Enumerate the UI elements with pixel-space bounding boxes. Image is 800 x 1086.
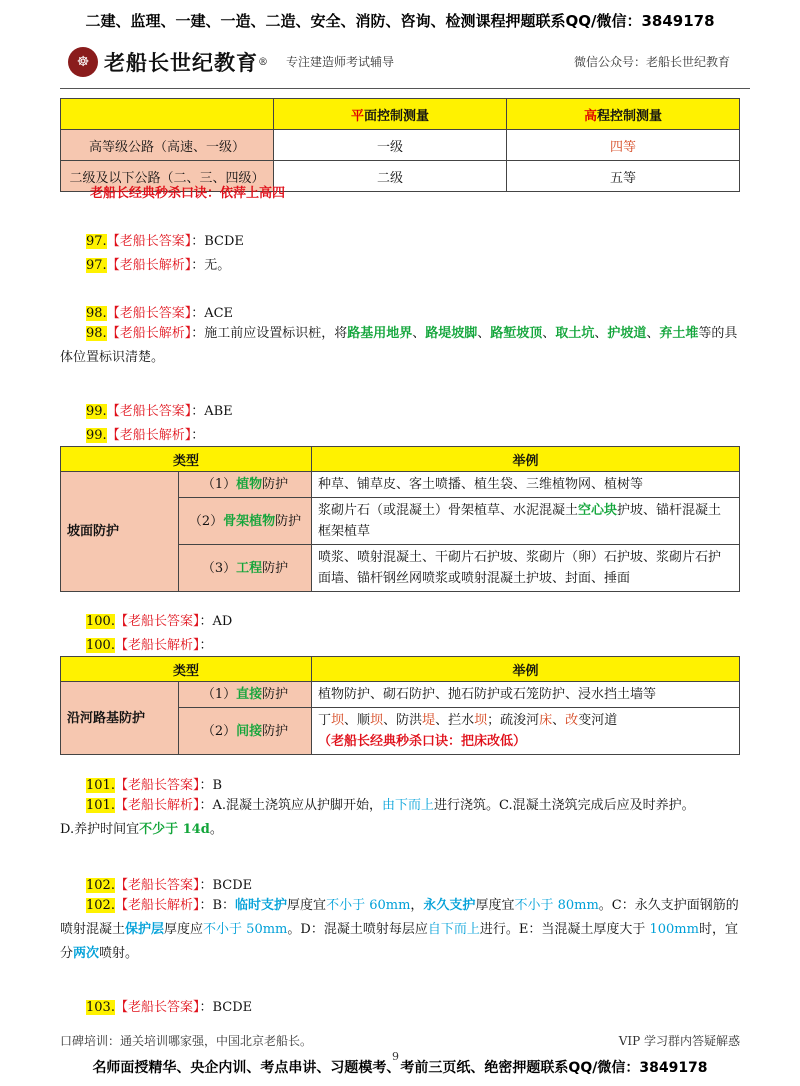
subtype-suffix: 防护 <box>275 513 302 529</box>
table-row <box>61 472 740 498</box>
analysis-label: 【老船长解析】 <box>106 258 192 273</box>
table-cell: 四等 <box>507 130 740 161</box>
key-char: 改 <box>565 713 579 728</box>
example-text: 变河道 <box>578 713 618 728</box>
example-cell: 种草、铺草皮、客土喷播、植生袋、三维植物网、植树等 <box>312 472 740 498</box>
subtype-prefix: （3） <box>201 560 237 576</box>
key-term: 直接 <box>236 687 263 702</box>
analysis-text: 进行浇筑。C.混凝土浇筑完成后应及时养护。 <box>434 798 695 813</box>
table-cell: 一级 <box>274 130 507 161</box>
question-number: 101. <box>86 798 115 813</box>
q97-analysis <box>86 254 230 273</box>
key-term: 护坡道 <box>607 326 647 341</box>
example-text: 、防洪 <box>383 713 423 728</box>
question-number: 100. <box>86 614 115 629</box>
answer-label: 【老船长答案】 <box>106 234 192 249</box>
subtype-suffix: 防护 <box>262 477 289 492</box>
example-text: ；疏浚河 <box>487 713 540 728</box>
subtype-suffix: 防护 <box>262 723 289 739</box>
header-example: 举例 <box>312 447 740 472</box>
key-term: 保护层 <box>125 922 165 937</box>
header-cell-empty <box>61 99 274 130</box>
analysis-label: 【老船长解析】 <box>106 428 192 443</box>
example-cell: 喷浆、喷射混凝土、干砌片石护坡、浆砌片（卵）石护坡、浆砌片石护面墙、锚杆钢丝网喷浆或喷射混凝土护坡、封面、捶面 <box>312 545 740 592</box>
logo-text: 老船长世纪教育 <box>104 51 258 75</box>
bottom-banner: 名师面授精华、央企内训、考点串讲、习题模考、考前三页纸、绝密押题联系QQ/微信：3849178 <box>92 1060 708 1076</box>
analysis-text: ： <box>199 638 213 653</box>
analysis-label: 【老船长解析】 <box>114 638 200 653</box>
top-banner: 二建、监理、一建、一造、二造、安全、消防、咨询、检测课程押题联系QQ/微信：3849178 <box>85 12 715 30</box>
q99-analysis <box>86 424 204 443</box>
key-term: 由下而上 <box>382 798 435 813</box>
registered-mark: ® <box>258 56 268 68</box>
q103-answer <box>86 996 252 1015</box>
footer-slogan: 口碑培训：通关培训哪家强，中国北京老船长。 <box>60 1034 313 1048</box>
sep: 、 <box>594 326 608 341</box>
key-term: 不小于 50mm <box>203 922 288 937</box>
analysis-text: 厚度宜 <box>475 898 515 913</box>
analysis-text: 。 <box>209 822 223 837</box>
q101-answer <box>86 774 222 793</box>
example-text: 、拦水 <box>435 713 475 728</box>
footer-vip: VIP 学习群内答疑解惑 <box>618 1034 740 1048</box>
analysis-text: ：B： <box>199 898 236 913</box>
analysis-text: ， <box>410 898 424 913</box>
analysis-label: 【老船长解析】 <box>114 798 200 813</box>
answer-text: ：ACE <box>191 306 234 321</box>
answer-label: 【老船长答案】 <box>106 306 192 321</box>
q99-answer <box>86 400 233 419</box>
sep: 、 <box>477 326 491 341</box>
key-term: 临时支护 <box>235 898 288 913</box>
logo <box>68 44 268 80</box>
analysis-text: ： <box>191 428 205 443</box>
example-cell <box>312 708 740 755</box>
header-example: 举例 <box>312 657 740 682</box>
example-line <box>318 710 733 731</box>
subtype-cell <box>179 498 312 545</box>
key-term: 路基用地界 <box>347 326 413 341</box>
question-number: 99. <box>86 428 107 443</box>
question-number: 98. <box>86 306 107 321</box>
key-term: 取土坑 <box>555 326 595 341</box>
subtype-prefix: （2） <box>201 723 237 739</box>
key-char: 坝 <box>474 713 488 728</box>
key-term: 间接 <box>236 723 263 739</box>
header-type: 类型 <box>61 657 312 682</box>
question-number: 97. <box>86 234 107 249</box>
tagline: 专注建造师考试辅导 <box>286 55 395 69</box>
answer-label: 【老船长答案】 <box>114 614 200 629</box>
table-header-row <box>61 99 740 130</box>
question-number: 99. <box>86 404 107 419</box>
key-term: 不小于 60mm <box>326 898 411 913</box>
table-row <box>61 682 740 708</box>
table-cell: 二级 <box>274 161 507 192</box>
answer-text: ：B <box>199 778 223 793</box>
key-term: 弃土堆 <box>659 326 699 341</box>
analysis-text: D.养护时间宜 <box>60 822 140 837</box>
example-text: 护坡、锚杆混凝土框架植草 <box>318 503 722 539</box>
answer-text: ：BCDE <box>199 1000 253 1015</box>
subtype-prefix: （2） <box>188 513 224 529</box>
analysis-text: 等的具体位置标识清楚。 <box>60 326 738 365</box>
row-label: 二级及以下公路（二、三、四级） <box>61 161 274 192</box>
key-char: 坝 <box>331 713 345 728</box>
table-row <box>61 130 740 161</box>
ship-wheel-icon: ☸ <box>68 47 98 77</box>
key-term: 骨架植物 <box>223 513 276 529</box>
header-cell-elevation: 高程控制测量 <box>507 99 740 130</box>
survey-grade-table <box>60 98 740 192</box>
analysis-text: 。C：永久支护面钢 <box>598 898 713 913</box>
header-divider <box>60 88 750 89</box>
answer-text: ：BCDE <box>199 878 253 893</box>
example-text: 浆砌片石（或混凝土）骨架植草、水泥混凝土 <box>318 503 579 518</box>
q101-analysis <box>60 794 744 842</box>
page-number: 9 <box>392 1050 399 1063</box>
question-number: 98. <box>86 326 107 341</box>
key-char: 堤 <box>422 713 436 728</box>
header-cell-plane: 平面控制测量 <box>274 99 507 130</box>
answer-label: 【老船长答案】 <box>114 878 200 893</box>
answer-text: ：AD <box>199 614 233 629</box>
mnemonic-1: 老船长经典秒杀口诀：依萍上高四 <box>90 186 286 201</box>
riverside-protection-table <box>60 656 740 755</box>
q98-analysis <box>60 322 744 370</box>
key-term: 植物 <box>236 477 263 492</box>
question-number: 100. <box>86 638 115 653</box>
key-term: 不小于 80mm <box>514 898 599 913</box>
page-header <box>60 44 750 84</box>
sep: 、 <box>646 326 660 341</box>
header-type: 类型 <box>61 447 312 472</box>
key-char: 坝 <box>370 713 384 728</box>
question-number: 102. <box>86 878 115 893</box>
analysis-text: 。D：混凝土喷射每层应 <box>287 922 428 937</box>
subtype-cell <box>179 682 312 708</box>
q102-answer <box>86 874 252 893</box>
answer-text: ：BCDE <box>191 234 244 249</box>
row-label: 高等级公路（高速、一级） <box>61 130 274 161</box>
analysis-label: 【老船长解析】 <box>106 326 192 341</box>
analysis-text: 时，宜分 <box>60 922 738 961</box>
answer-label: 【老船长答案】 <box>114 1000 200 1015</box>
subtype-prefix: （1） <box>201 477 237 492</box>
category-cell: 坡面防护 <box>61 472 179 592</box>
example-text: 、 <box>552 713 566 728</box>
analysis-text: 喷射。 <box>99 946 139 961</box>
analysis-text: ：施工前应设置标识桩，将 <box>191 326 348 341</box>
subtype-cell <box>179 472 312 498</box>
key-term: 自下而上 <box>427 922 480 937</box>
subtype-prefix: （1） <box>201 687 237 702</box>
question-number: 97. <box>86 258 107 273</box>
question-number: 103. <box>86 1000 115 1015</box>
analysis-text: 进行。E：当混凝土厚度大于 <box>479 922 650 937</box>
answer-text: ：ABE <box>191 404 233 419</box>
question-number: 101. <box>86 778 115 793</box>
question-number: 102. <box>86 898 115 913</box>
key-term: 100mm <box>649 922 699 937</box>
table-header-row <box>61 447 740 472</box>
analysis-label: 【老船长解析】 <box>114 898 200 913</box>
analysis-text: 厚度宜 <box>287 898 327 913</box>
category-cell: 沿河路基防护 <box>61 682 179 755</box>
q100-answer <box>86 610 232 629</box>
example-text: 、顺 <box>344 713 371 728</box>
key-term: 不少于 14d <box>139 822 210 837</box>
key-term: 工程 <box>236 560 263 576</box>
example-cell: 植物防护、砌石防护、抛石防护或石笼防护、浸水挡土墙等 <box>312 682 740 708</box>
table-cell: 五等 <box>507 161 740 192</box>
answer-label: 【老船长答案】 <box>114 778 200 793</box>
key-term: 路堤坡脚 <box>425 326 478 341</box>
q98-answer <box>86 302 233 321</box>
example-text: 丁 <box>318 713 332 728</box>
sep: 、 <box>412 326 426 341</box>
mnemonic-2: （老船长经典秒杀口诀：把床改低） <box>318 734 527 749</box>
subtype-cell <box>179 545 312 592</box>
subtype-suffix: 防护 <box>262 560 289 576</box>
subtype-cell <box>179 708 312 755</box>
answer-label: 【老船长答案】 <box>106 404 192 419</box>
q100-analysis <box>86 634 212 653</box>
analysis-text: 筋的喷射混凝土 <box>60 898 739 937</box>
key-term: 两次 <box>73 946 100 961</box>
key-term: 路堑坡顶 <box>490 326 543 341</box>
table-header-row <box>61 657 740 682</box>
analysis-text: 厚度应 <box>164 922 204 937</box>
analysis-text: ：无。 <box>191 258 231 273</box>
sep: 、 <box>542 326 556 341</box>
subtype-suffix: 防护 <box>262 687 289 702</box>
slope-protection-table <box>60 446 740 592</box>
example-cell <box>312 498 740 545</box>
analysis-text: ：A.混凝土浇筑应从护脚开始， <box>199 798 382 813</box>
key-term: 永久支护 <box>423 898 476 913</box>
wechat-account: 微信公众号：老船长世纪教育 <box>573 55 730 69</box>
key-char: 床 <box>539 713 553 728</box>
q97-answer <box>86 230 244 249</box>
key-term: 空心块 <box>578 503 618 518</box>
q102-analysis <box>60 894 744 966</box>
